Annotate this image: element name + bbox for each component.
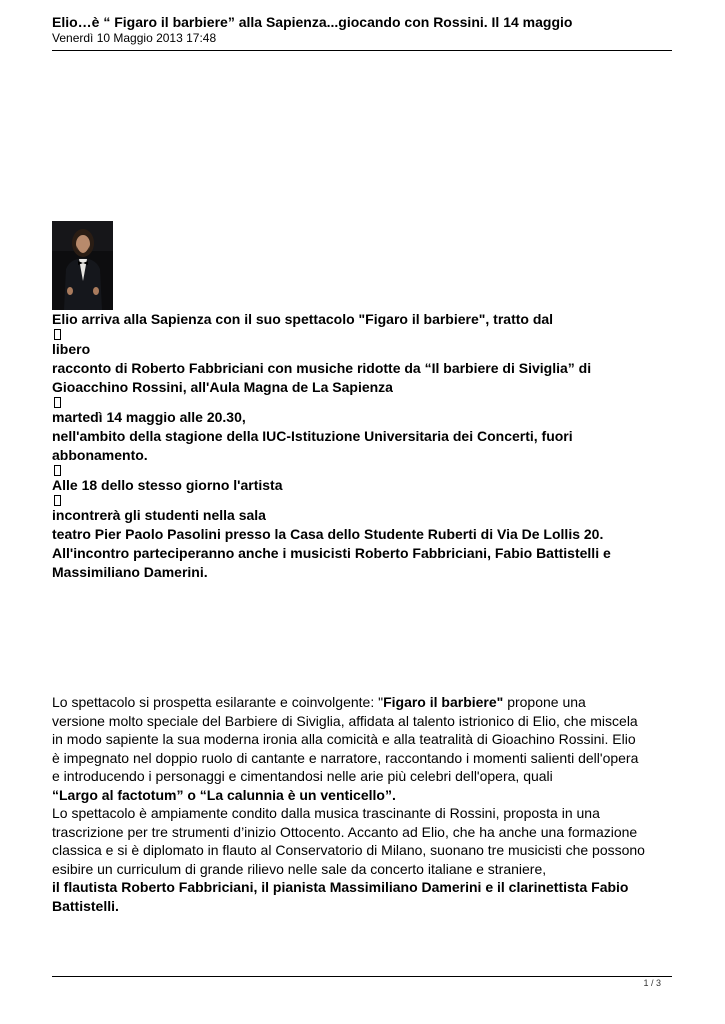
body-line: Lo spettacolo è ampiamente condito dalla musica trascinante di Rossini, proposta in una: [52, 805, 600, 821]
body-line: Lo spettacolo si prospetta esilarante e coinvolgente: "Figaro il barbiere" propone una: [52, 694, 586, 710]
intro-line: teatro Pier Paolo Pasolini presso la Casa dello Studente Ruberti di Via De Lollis 20.: [52, 526, 604, 542]
intro-line: All'incontro parteciperanno anche i musicisti Roberto Fabbriciani, Fabio Battistelli e: [52, 545, 611, 561]
intro-line: Massimiliano Damerini.: [52, 564, 208, 580]
body-line: in modo sapiente la sua moderna ironia alla comicità e alla teatralità di Gioachino Rossini. Elio: [52, 731, 636, 747]
intro-line: abbonamento. Alle 18 dello stesso giorno l'artista incontrerà gli studenti nella sala: [52, 447, 283, 523]
body-line: versione molto speciale del Barbiere di Siviglia, affidata al talento istrionico di Elio, che miscela: [52, 712, 638, 729]
body-line: esibire un curriculum di grande rilievo nelle sale da concerto italiane e straniere,: [52, 860, 547, 877]
article-date: Venerdì 10 Maggio 2013 17:48: [52, 31, 217, 45]
missing-glyph-icon: [54, 397, 61, 408]
body-line: trascrizione per tre strumenti d’inizio Ottocento. Accanto ad Elio, che ha anche una formazione: [52, 823, 638, 840]
body-paragraph: [52, 693, 672, 915]
intro-line: Gioacchino Rossini, all'Aula Magna de La Sapienza martedì 14 maggio alle 20.30,: [52, 379, 393, 425]
intro-line: Elio arriva alla Sapienza con il suo spettacolo "Figaro il barbiere", tratto dal libero: [52, 311, 554, 357]
intro-paragraph: [52, 310, 672, 582]
musicians-line: Battistelli.: [52, 897, 119, 914]
body-line: e introducendo i personaggi e cimentandosi nelle arie più celebri dell'opera, quali: [52, 768, 553, 784]
intro-line: nell'ambito della stagione della IUC-Istituzione Universitaria dei Concerti, fuori: [52, 428, 573, 444]
article-title: Elio…è “ Figaro il barbiere” alla Sapienza...giocando con Rossini. Il 14 maggio: [52, 14, 573, 30]
page-number: 1 / 3: [643, 978, 661, 988]
header-divider: [52, 50, 672, 51]
musicians-line: il flautista Roberto Fabbriciani, il pianista Massimiliano Damerini e il clarinettista Fabio: [52, 879, 629, 895]
missing-glyph-icon: [54, 329, 61, 340]
aria-titles: “Largo al factotum” o “La calunnia è un venticello”.: [52, 786, 396, 803]
show-title: Figaro il barbiere": [383, 694, 504, 710]
body-line: è impegnato nel doppio ruolo di cantante e narratore, raccontando i momenti salienti dell'opera: [52, 749, 639, 766]
portrait-photo: [52, 221, 113, 310]
intro-line: racconto di Roberto Fabbriciani con musiche ridotte da “Il barbiere di Siviglia” di: [52, 360, 592, 376]
body-line: classica e si è diplomato in flauto al Conservatorio di Milano, suonano tre musicisti che possono: [52, 842, 645, 858]
missing-glyph-icon: [54, 495, 61, 506]
missing-glyph-icon: [54, 465, 61, 476]
portrait-photo-graphic: [52, 221, 113, 310]
footer-divider: [52, 976, 672, 977]
page-header: [52, 14, 672, 45]
